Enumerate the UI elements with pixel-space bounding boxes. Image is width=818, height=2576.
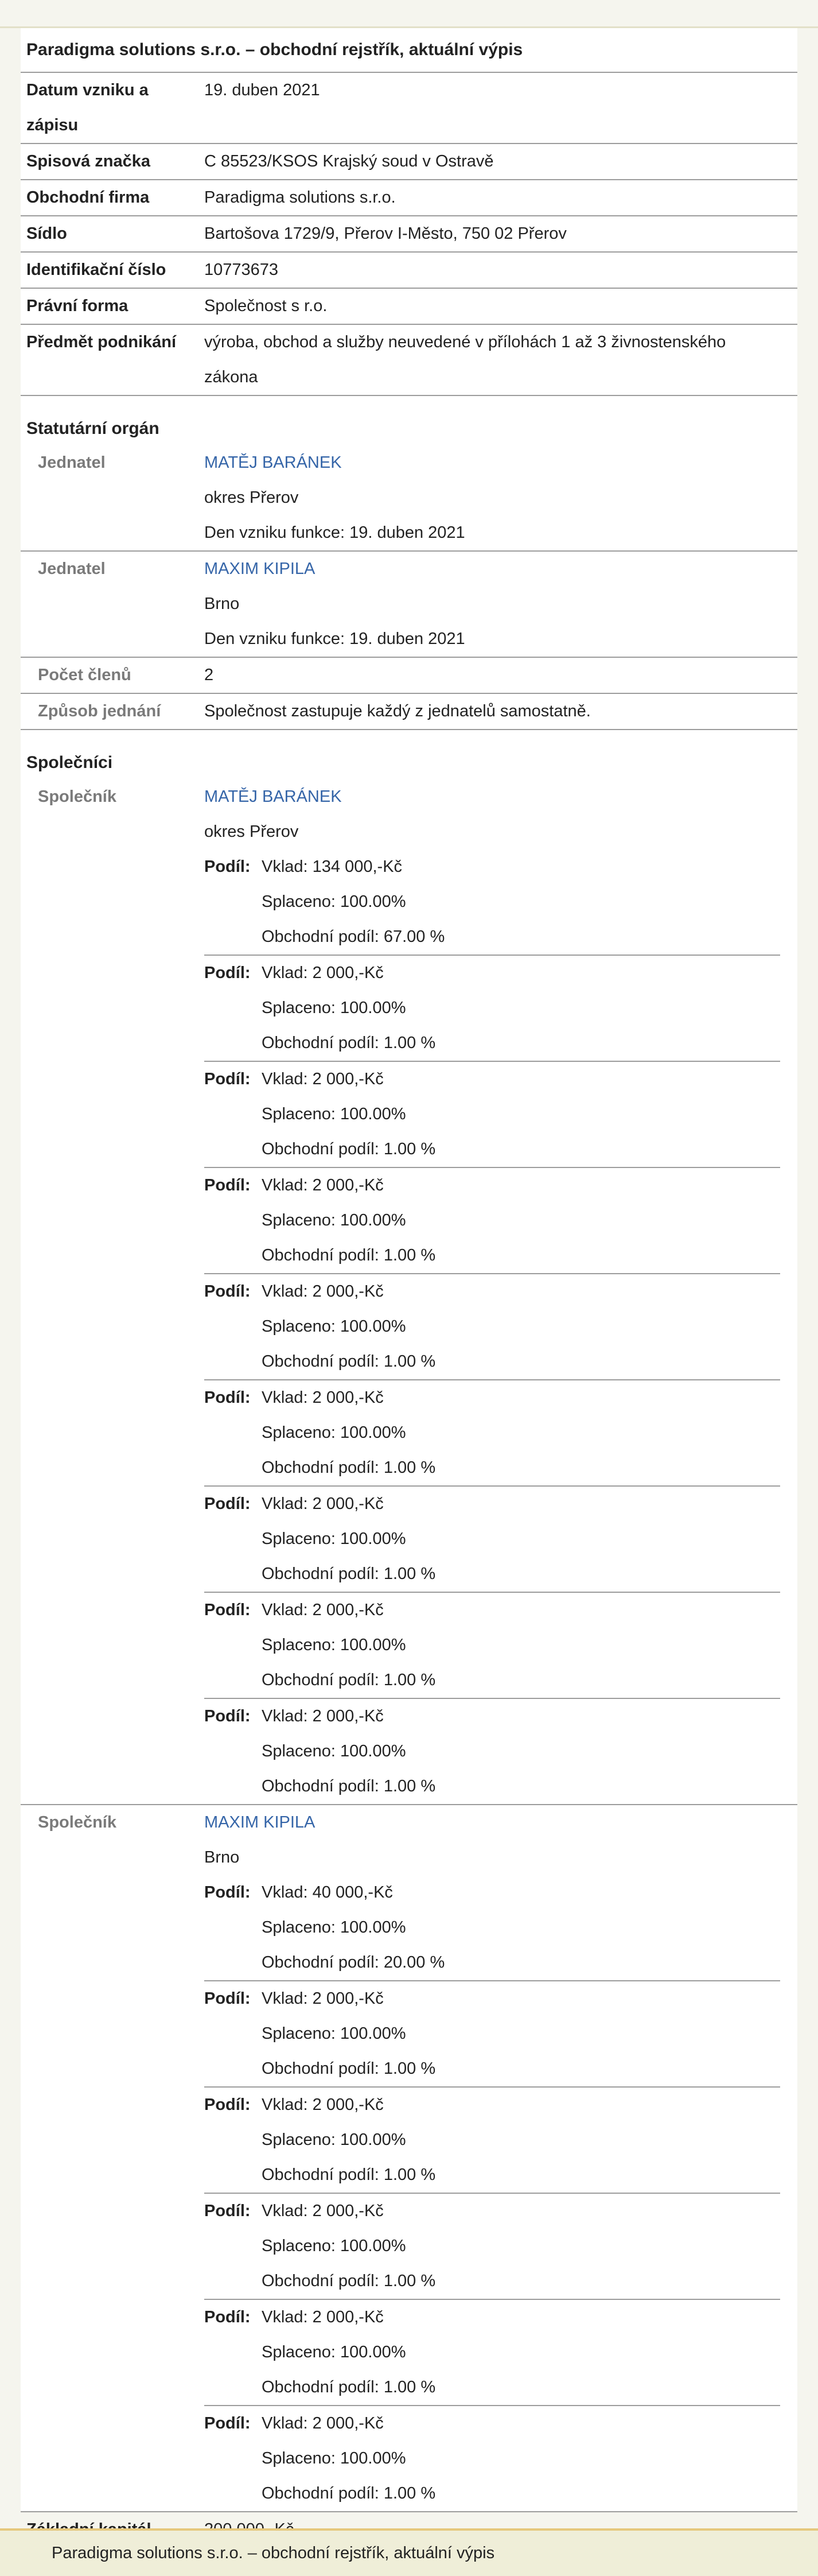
- share-podil: Obchodní podíl: 1.00 %: [262, 1458, 436, 1477]
- row-pocet-clenu: [21, 658, 797, 694]
- share-splaceno: Splaceno: 100.00%: [262, 1530, 406, 1548]
- share-splaceno: Splaceno: 100.00%: [262, 1211, 406, 1229]
- person-link[interactable]: MAXIM KIPILA: [204, 560, 315, 578]
- firma-value: Paradigma solutions s.r.o.: [204, 188, 396, 207]
- share-podil: Obchodní podíl: 1.00 %: [262, 2059, 436, 2078]
- share-label: Podíl:: [204, 1989, 251, 2008]
- share-vklad: Vklad: 2 000,-Kč: [262, 1070, 384, 1088]
- share-splaceno: Splaceno: 100.00%: [262, 1636, 406, 1654]
- share-block: [204, 2406, 780, 2511]
- share-label: Podíl:: [204, 964, 251, 982]
- share-label: Podíl:: [204, 2096, 251, 2114]
- share-block: [204, 1274, 780, 1380]
- share-block: [204, 1981, 780, 2088]
- share-block: [204, 849, 780, 956]
- share-block: [204, 1875, 780, 1981]
- share-splaceno: Splaceno: 100.00%: [262, 1317, 406, 1336]
- share-splaceno: Splaceno: 100.00%: [262, 893, 406, 911]
- share-podil: Obchodní podíl: 1.00 %: [262, 1246, 436, 1264]
- person-location: okres Přerov: [204, 823, 299, 841]
- share-vklad: Vklad: 2 000,-Kč: [262, 1176, 384, 1194]
- datum-value: 19. duben 2021: [204, 81, 320, 99]
- share-vklad: Vklad: 2 000,-Kč: [262, 1282, 384, 1301]
- share-vklad: Vklad: 2 000,-Kč: [262, 2202, 384, 2220]
- spisova-value: C 85523/KSOS Krajský soud v Ostravě: [204, 152, 494, 170]
- person-link[interactable]: MAXIM KIPILA: [204, 1813, 315, 1832]
- share-splaceno: Splaceno: 100.00%: [262, 999, 406, 1017]
- section-statutarni-organ: Statutární orgán: [26, 419, 159, 438]
- footer: Paradigma solutions s.r.o. – obchodní rejstřík, aktuální výpis: [0, 2528, 818, 2576]
- share-podil: Obchodní podíl: 20.00 %: [262, 1953, 445, 1972]
- share-label: Podíl:: [204, 1388, 251, 1407]
- share-label: Podíl:: [204, 2308, 251, 2326]
- share-label: Podíl:: [204, 1601, 251, 1619]
- row-predmet-podnikani: [21, 325, 797, 396]
- jednatel-entry: [21, 552, 797, 658]
- share-vklad: Vklad: 2 000,-Kč: [262, 1495, 384, 1513]
- share-block: [204, 956, 780, 1062]
- share-splaceno: Splaceno: 100.00%: [262, 2131, 406, 2149]
- share-label: Podíl:: [204, 1495, 251, 1513]
- person-location: okres Přerov: [204, 488, 299, 507]
- share-podil: Obchodní podíl: 1.00 %: [262, 1671, 436, 1689]
- row-obchodni-firma: [21, 180, 797, 216]
- share-label: Podíl:: [204, 1883, 251, 1902]
- firma-label: Obchodní firma: [26, 188, 150, 207]
- share-podil: Obchodní podíl: 1.00 %: [262, 2166, 436, 2184]
- share-podil: Obchodní podíl: 1.00 %: [262, 1565, 436, 1583]
- share-splaceno: Splaceno: 100.00%: [262, 2449, 406, 2468]
- share-block: [204, 2088, 780, 2194]
- row-pravni-forma: [21, 289, 797, 325]
- jednatel-entry: [21, 445, 797, 552]
- share-vklad: Vklad: 2 000,-Kč: [262, 964, 384, 982]
- share-podil: Obchodní podíl: 1.00 %: [262, 1777, 436, 1795]
- share-block: [204, 2194, 780, 2300]
- row-zpusob-jednani: [21, 694, 797, 730]
- sidlo-value: Bartošova 1729/9, Přerov I-Město, 750 02 Přerov: [204, 224, 567, 243]
- share-block: [204, 1380, 780, 1487]
- share-podil: Obchodní podíl: 1.00 %: [262, 2484, 436, 2503]
- sidlo-label: Sídlo: [26, 224, 67, 243]
- share-block: [204, 1168, 780, 1274]
- spolecnik-entry: [21, 779, 797, 1805]
- person-link[interactable]: MATĚJ BARÁNEK: [204, 453, 342, 472]
- predmet-value: výroba, obchod a služby neuvedené v přílohách 1 až 3 živnostenského zákona: [204, 333, 726, 386]
- pravni-value: Společnost s r.o.: [204, 297, 328, 315]
- zpusob-label: Způsob jednání: [38, 702, 161, 720]
- page-title: Paradigma solutions s.r.o. – obchodní rejstřík, aktuální výpis: [21, 28, 797, 73]
- person-link[interactable]: MATĚJ BARÁNEK: [204, 787, 342, 806]
- pocet-value: 2: [204, 666, 214, 684]
- share-label: Podíl:: [204, 858, 251, 876]
- share-podil: Obchodní podíl: 67.00 %: [262, 928, 445, 946]
- share-splaceno: Splaceno: 100.00%: [262, 1423, 406, 1442]
- person-location: Brno: [204, 1848, 240, 1867]
- share-block: [204, 1699, 780, 1804]
- share-splaceno: Splaceno: 100.00%: [262, 2024, 406, 2043]
- share-label: Podíl:: [204, 1070, 251, 1088]
- function-since: Den vzniku funkce: 19. duben 2021: [204, 523, 465, 542]
- share-vklad: Vklad: 2 000,-Kč: [262, 1707, 384, 1725]
- share-vklad: Vklad: 2 000,-Kč: [262, 2414, 384, 2433]
- share-vklad: Vklad: 40 000,-Kč: [262, 1883, 393, 1902]
- jednatel-label: Jednatel: [38, 560, 106, 578]
- share-block: [204, 1593, 780, 1699]
- jednatel-label: Jednatel: [38, 453, 106, 472]
- share-label: Podíl:: [204, 1707, 251, 1725]
- share-vklad: Vklad: 2 000,-Kč: [262, 1388, 384, 1407]
- function-since: Den vzniku funkce: 19. duben 2021: [204, 630, 465, 648]
- share-vklad: Vklad: 2 000,-Kč: [262, 2096, 384, 2114]
- pocet-label: Počet členů: [38, 666, 131, 684]
- predmet-label: Předmět podnikání: [26, 333, 177, 351]
- share-splaceno: Splaceno: 100.00%: [262, 1918, 406, 1937]
- datum-label: Datum vzniku a zápisu: [26, 81, 149, 134]
- row-datum-vzniku: [21, 73, 797, 144]
- share-splaceno: Splaceno: 100.00%: [262, 1105, 406, 1123]
- share-label: Podíl:: [204, 1282, 251, 1301]
- share-label: Podíl:: [204, 1176, 251, 1194]
- share-splaceno: Splaceno: 100.00%: [262, 1742, 406, 1760]
- ico-label: Identifikační číslo: [26, 261, 166, 279]
- share-label: Podíl:: [204, 2414, 251, 2433]
- zpusob-value: Společnost zastupuje každý z jednatelů samostatně.: [204, 702, 591, 720]
- share-vklad: Vklad: 2 000,-Kč: [262, 1601, 384, 1619]
- share-podil: Obchodní podíl: 1.00 %: [262, 1034, 436, 1052]
- ico-value: 10773673: [204, 261, 279, 279]
- share-vklad: Vklad: 2 000,-Kč: [262, 2308, 384, 2326]
- spolecnik-label: Společník: [38, 787, 116, 806]
- extract-panel: [21, 28, 797, 2511]
- person-location: Brno: [204, 595, 240, 613]
- share-podil: Obchodní podíl: 1.00 %: [262, 2272, 436, 2290]
- spolecnik-label: Společník: [38, 1813, 116, 1832]
- share-block: [204, 1487, 780, 1593]
- share-splaceno: Splaceno: 100.00%: [262, 2237, 406, 2255]
- share-vklad: Vklad: 2 000,-Kč: [262, 1989, 384, 2008]
- row-ico: [21, 253, 797, 289]
- share-splaceno: Splaceno: 100.00%: [262, 2343, 406, 2361]
- partners-list: [21, 779, 797, 2512]
- share-label: Podíl:: [204, 2202, 251, 2220]
- share-block: [204, 1062, 780, 1168]
- spolecnik-entry: [21, 1805, 797, 2512]
- row-sidlo: [21, 216, 797, 253]
- pravni-label: Právní forma: [26, 297, 128, 315]
- spisova-label: Spisová značka: [26, 152, 150, 170]
- share-podil: Obchodní podíl: 1.00 %: [262, 1352, 436, 1371]
- row-spisova-znacka: [21, 144, 797, 180]
- section-spolecnici: Společníci: [26, 753, 113, 772]
- share-block: [204, 2300, 780, 2406]
- share-podil: Obchodní podíl: 1.00 %: [262, 2378, 436, 2396]
- share-podil: Obchodní podíl: 1.00 %: [262, 1140, 436, 1158]
- share-vklad: Vklad: 134 000,-Kč: [262, 858, 403, 876]
